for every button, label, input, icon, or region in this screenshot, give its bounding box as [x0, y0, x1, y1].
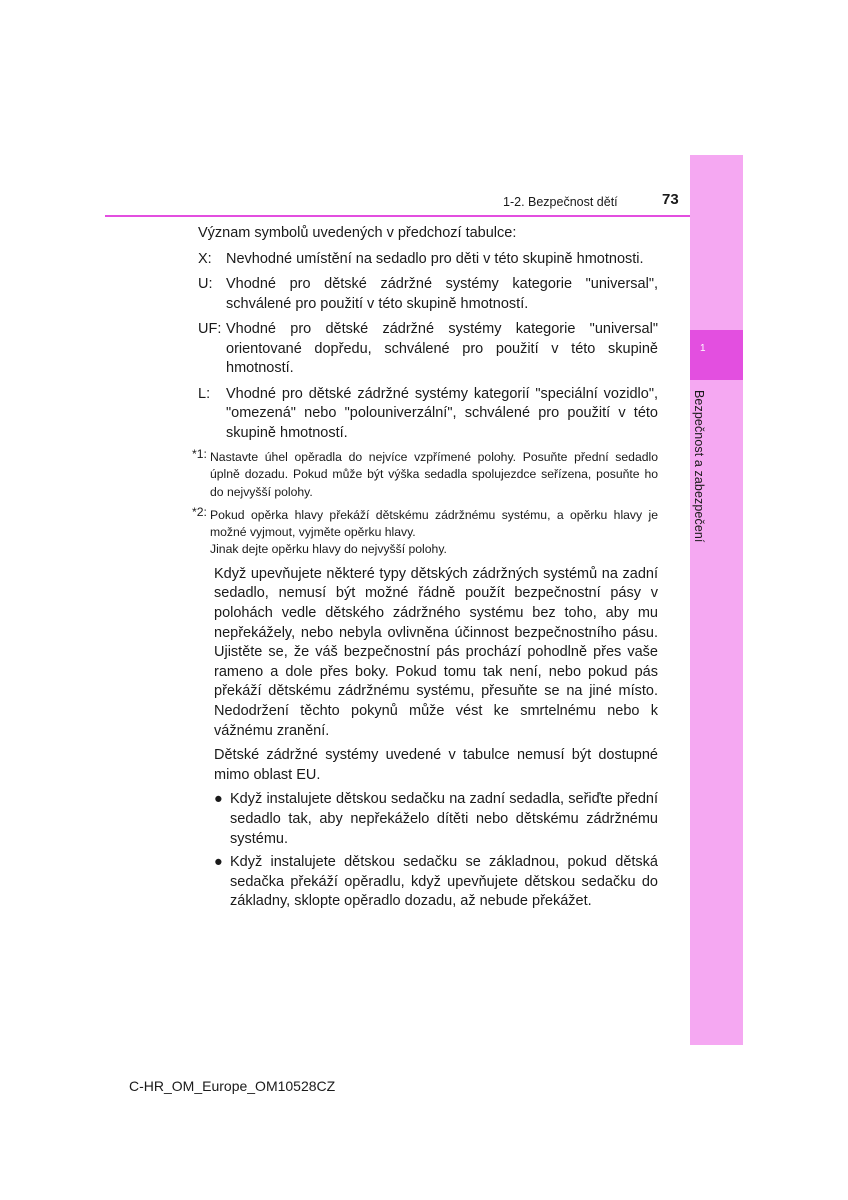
footnote-text: Pokud opěrka hlavy překáží dětskému zádržnému systému, a opěrku hlavy je možné vyjmout, vyjměte opěrku hlavy.: [210, 507, 658, 540]
definition-text: Vhodné pro dětské zádržné systémy kategorií "speciální vozidlo", "omezená" nebo "polouniverzální", schválené pro použití v této skupině hmotností.: [226, 385, 658, 441]
bullet-item: [198, 853, 658, 912]
definition-uf: [198, 320, 658, 379]
document-code: C-HR_OM_Europe_OM10528CZ: [129, 1078, 336, 1094]
definition-x: [198, 250, 658, 270]
bullet-icon: ●: [214, 791, 223, 808]
definition-text: Nevhodné umístění na sedadlo pro děti v této skupině hmotnosti.: [226, 250, 644, 267]
definition-text: Vhodné pro dětské zádržné systémy kategorie "universal", schválené pro použití v této skupině hmotností.: [226, 276, 658, 312]
symbols-intro: Význam symbolů uvedených v předchozí tabulce:: [198, 225, 517, 241]
side-tab: [690, 155, 743, 1045]
definition-l: [198, 385, 658, 444]
footnote-1: [193, 449, 658, 501]
definition-key: X:: [198, 250, 212, 267]
side-tab-active-chapter: [690, 330, 743, 380]
footnote-2: [192, 504, 658, 559]
chapter-label: Bezpečnost a zabezpečení: [692, 390, 706, 543]
definition-u: [198, 275, 658, 314]
paragraph-availability: Dětské zádržné systémy uvedené v tabulce nemusí být dostupné mimo oblast EU.: [214, 747, 658, 783]
footnote-mark: *2:: [192, 504, 207, 519]
bullet-item: [198, 790, 658, 849]
footnote-text: Nastavte úhel opěradla do nejvíce vzpřímené polohy. Posuňte přední sedadlo úplně dozadu. Pokud může být výška sedadla spolujezdce seřízena, posuňte ho do nejvyšší polohy.: [210, 450, 658, 499]
bullet-icon: ●: [214, 854, 223, 871]
paragraph-seatbelt: Když upevňujete některé typy dětských zádržných systémů na zadní sedadlo, nemusí být možné řádně použít bezpečnostní pásy v polohách vedle dětského zádržného systému bez toho, aby mu nepřekážely, nebo nebyla ovlivněna účinnost bezpečnostního pásu. Ujistěte se, že váš bezpečnostní pás prochází pohodlně přes vaše rameno a dole přes boky. Pokud tomu tak není, nebo pokud pás překáží dětskému zádržnému systému, přesuňte se na jiné místo. Nedodržení těchto pokynů může vést ke smrtelnému nebo k vážnému zranění.: [214, 565, 658, 739]
page-content: [192, 224, 658, 916]
definition-key: U:: [198, 276, 213, 292]
footnote-mark: *1:: [192, 447, 207, 461]
page-number: 73: [662, 191, 679, 208]
definition-key: UF:: [198, 321, 222, 337]
footnote-text-continued: Jinak dejte opěrku hlavy do nejvyšší polohy.: [210, 542, 447, 557]
definition-text: Vhodné pro dětské zádržné systémy kategorie "universal" orientované dopředu, schválené pro použití v této skupině hmotností.: [226, 321, 658, 376]
section-title: 1-2. Bezpečnost dětí: [503, 195, 618, 209]
header-divider: [105, 215, 690, 217]
definition-key: L:: [198, 385, 211, 402]
bullet-text: Když instalujete dětskou sedačku na zadní sedadla, seřiďte přední sedadlo tak, aby nepřekáželo dítěti nebo dětskému zádržnému systému.: [230, 791, 658, 847]
bullet-text: Když instalujete dětskou sedačku se základnou, pokud dětská sedačka překáží opěradlu, když upevňujete dětskou sedačku do základny, sklopte opěradlo dozadu, až nebude překážet.: [230, 854, 658, 910]
chapter-number: 1: [700, 343, 706, 354]
